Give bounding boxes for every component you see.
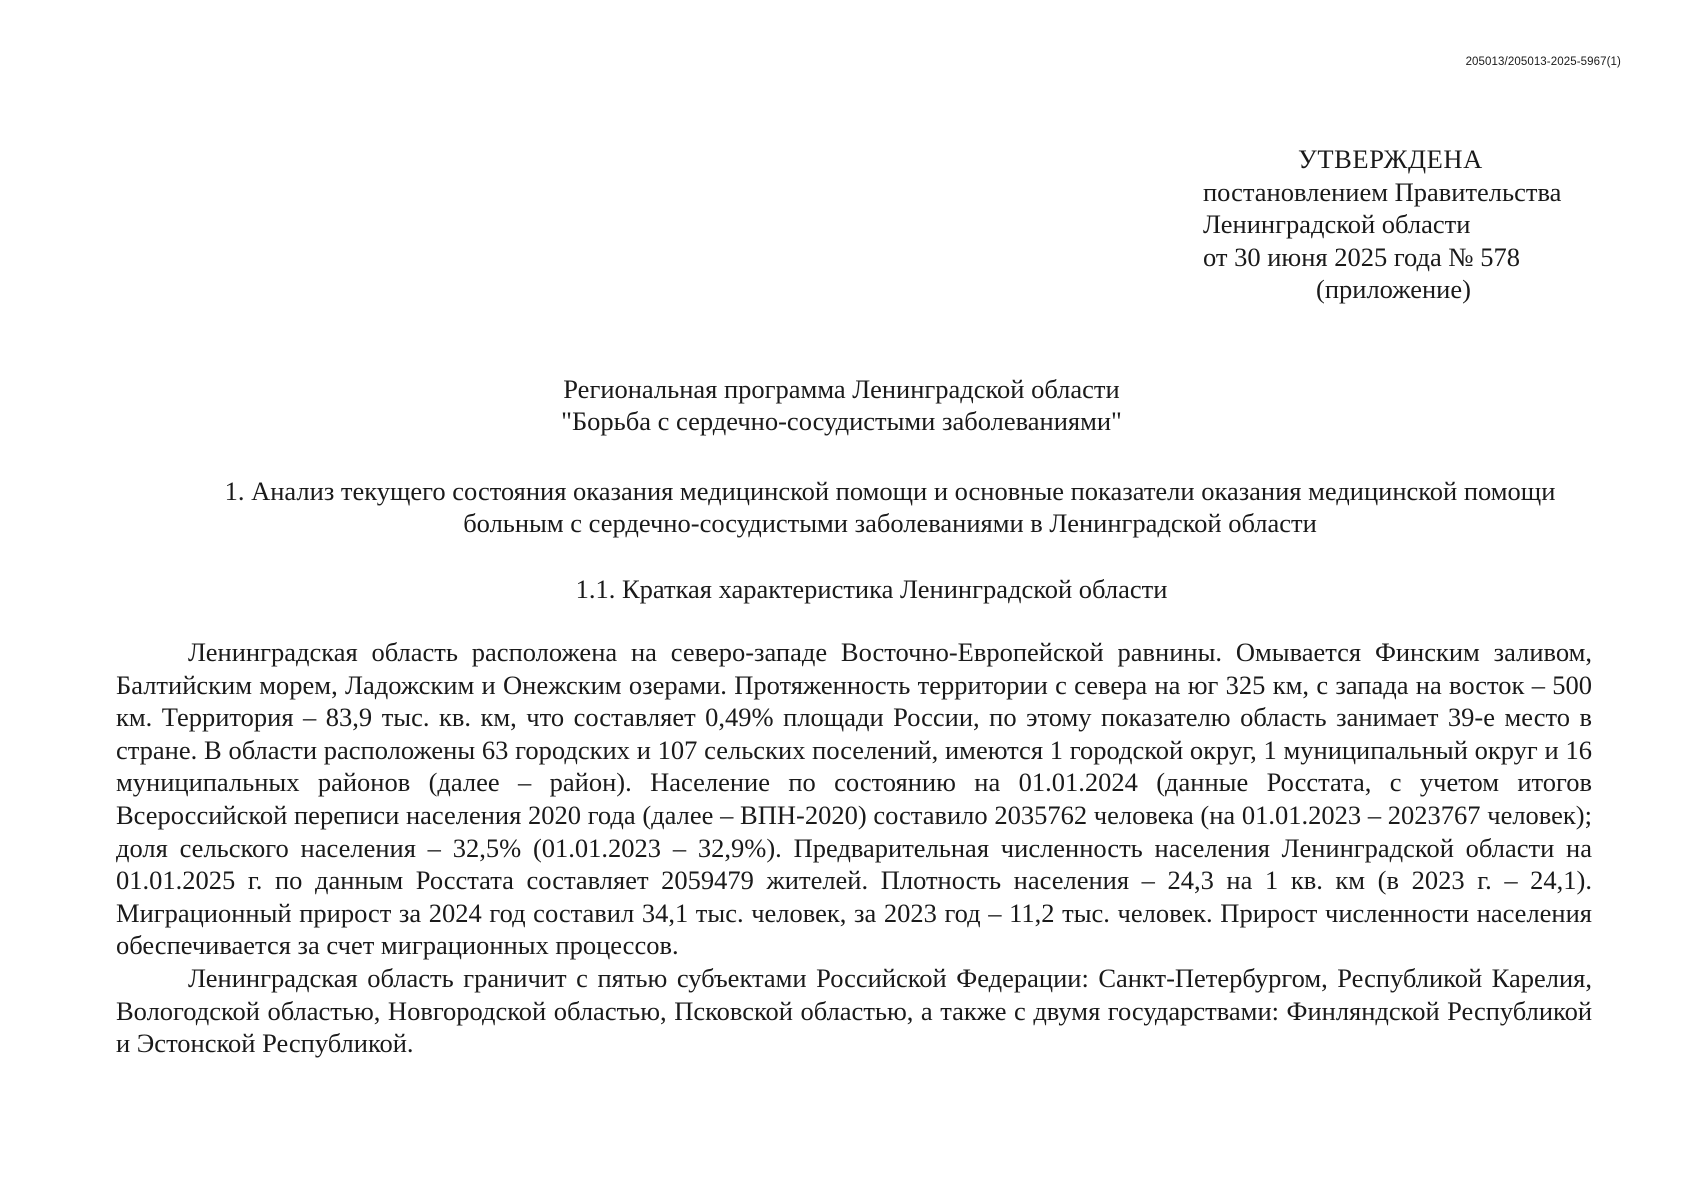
section-heading: 1. Анализ текущего состояния оказания медицинской помощи и основные показатели оказания медицинской помощи больным с сердечно-сосудистыми заболеваниями в Ленинградской области [224,476,1556,538]
subsection-heading-wrapper [0,573,1697,605]
body-text [116,636,1592,1060]
document-id: 205013/205013-2025-5967(1) [1465,56,1621,68]
program-title-line-1: Региональная программа Ленинградской области [563,374,1120,404]
approval-note: (приложение) [1316,274,1471,304]
approval-stamp [1203,143,1623,306]
subsection-heading: 1.1. Краткая характеристика Ленинградской области [575,574,1168,604]
approval-line-2: Ленинградской области [1203,209,1471,239]
approval-title: УТВЕРЖДЕНА [1298,144,1483,174]
program-title [0,373,1697,437]
program-title-line-2: "Борьба с сердечно-сосудистыми заболеваниями" [561,406,1122,436]
approval-line-1: постановлением Правительства [1203,176,1562,207]
paragraph: Ленинградская область граничит с пятью субъектами Российской Федерации: Санкт-Петербургом, Республикой Карелия, Вологодской областью, Новгородской областью, Псковской областью, а также с двумя государствами: Финляндской Республикой и Эстонской Республикой. [116,962,1592,1059]
approval-line-3: от 30 июня 2025 года № 578 [1203,241,1521,272]
paragraph: Ленинградская область расположена на северо-западе Восточно-Европейской равнины. Омывается Финским заливом, Балтийским морем, Ладожским и Онежским озерами. Протяженность территории с севера на юг 325 км, с запада на восток – 500 км. Территория – 83,9 тыс. кв. км, что составляет 0,49% площади России, по этому показателю область занимает 39-е место в стране. В области расположены 63 городских и 107 сельских поселений, имеются 1 городской округ, 1 муниципальный округ и 16 муниципальных районов (далее – район). Население по состоянию на 01.01.2024 (данные Росстата, с учетом итогов Всероссийской переписи населения 2020 года (далее – ВПН-2020) составило 2035762 человека (на 01.01.2023 – 2023767 человек); доля сельского населения – 32,5% (01.01.2023 – 32,9%). Предварительная численность населения Ленинградской области на 01.01.2025 г. по данным Росстата составляет 2059479 жителей. Плотность населения – 24,3 на 1 кв. км (в 2023 г. – 24,1). Миграционный прирост за 2024 год составил 34,1 тыс. человек, за 2023 год – 11,2 тыс. человек. Прирост численности населения обеспечивается за счет миграционных процессов. [116,637,1592,961]
